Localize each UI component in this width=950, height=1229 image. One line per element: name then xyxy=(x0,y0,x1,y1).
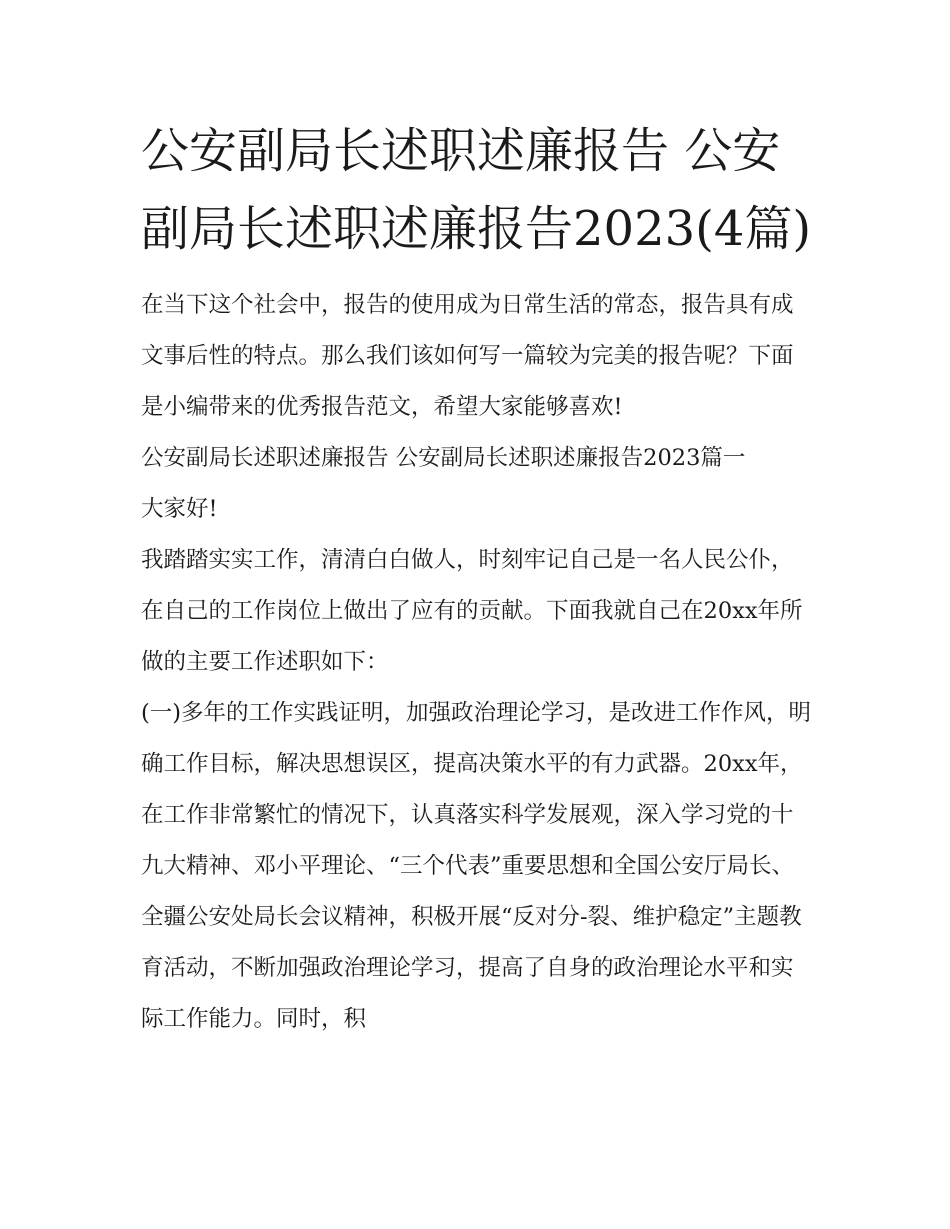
body-paragraph: 我踏踏实实工作，清清白白做人，时刻牢记自己是一名人民公仆，在自己的工作岗位上做出了应有的贡献。下面我就自己在20xx年所做的主要工作述职如下： xyxy=(141,547,803,675)
body-paragraph: (一)多年的工作实践证明，加强政治理论学习，是改进工作作风，明确工作目标，解决思想误区，提高决策水平的有力武器。20xx年，在工作非常繁忙的情况下，认真落实科学发展观，深入学习党的十九大精神、邓小平理论、“三个代表”重要思想和全国公安厅局长、全疆公安处局长会议精神，积极开展“反对分-裂、维护稳定”主题教育活动，不断加强政治理论学习，提高了自身的政治理论水平和实际工作能力。同时，积 xyxy=(141,700,812,1032)
document-page xyxy=(141,112,813,1045)
document-title: 公安副局长述职述廉报告 公安副局长述职述廉报告2023(4篇) xyxy=(141,123,812,257)
greeting-paragraph: 大家好! xyxy=(141,496,218,522)
section-heading: 公安副局长述职述廉报告 公安副局长述职述廉报告2023篇一 xyxy=(141,445,746,471)
intro-paragraph: 在当下这个社会中，报告的使用成为日常生活的常态，报告具有成文事后性的特点。那么我们该如何写一篇较为完美的报告呢？下面是小编带来的优秀报告范文，希望大家能够喜欢! xyxy=(141,292,794,420)
